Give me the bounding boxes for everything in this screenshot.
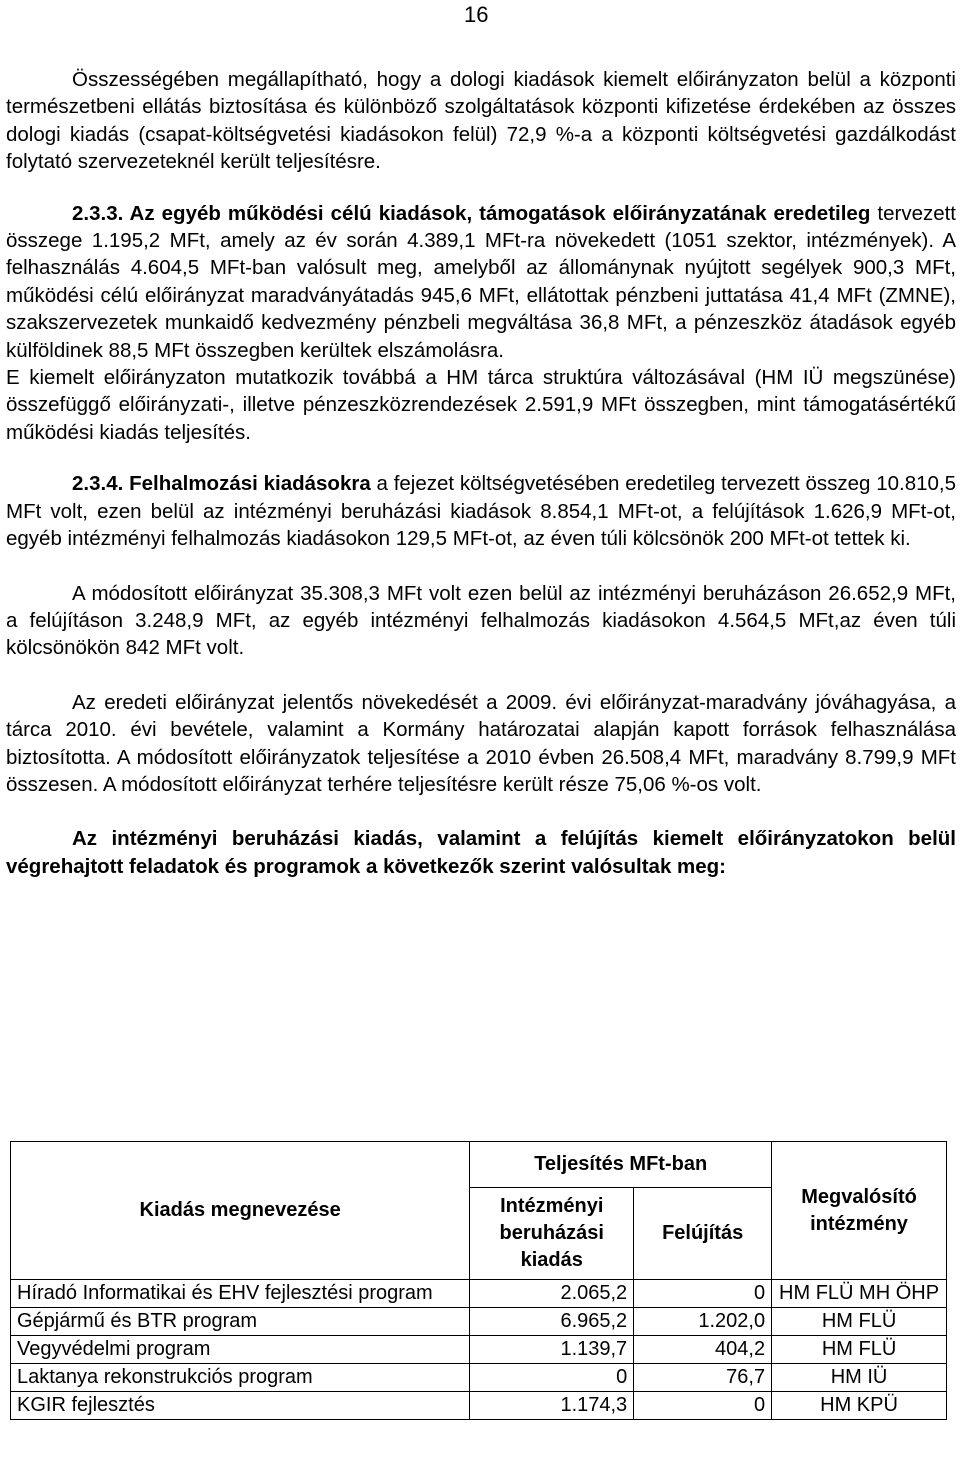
table-row [11, 1308, 947, 1336]
paragraph-4 [6, 470, 956, 552]
paragraph-2 [6, 200, 956, 364]
page-number: 16 [464, 2, 489, 27]
header-renovation: Felújítás [634, 1188, 772, 1280]
row-institution: HM FLÜ [772, 1336, 947, 1364]
row-name: KGIR fejlesztés [11, 1392, 470, 1420]
section-2-3-3-heading: 2.3.3. Az egyéb működési célú kiadások, támogatások előirányzatának eredetileg [72, 201, 871, 225]
row-name: Vegyvédelmi program [11, 1336, 470, 1364]
document-body [6, 66, 956, 880]
row-renovation: 1.202,0 [634, 1308, 772, 1336]
header-institution: Megvalósító intézmény [772, 1142, 947, 1280]
row-institution: HM KPÜ [772, 1392, 947, 1420]
row-name: Laktanya rekonstrukciós program [11, 1364, 470, 1392]
paragraph-7 [6, 825, 956, 880]
table-row [11, 1280, 947, 1308]
row-investment: 2.065,2 [470, 1280, 634, 1308]
table-intro-heading: Az intézményi beruházási kiadás, valamint a felújítás kiemelt előirányzatokon belül végrehajtott feladatok és programok a következők szerint valósultak meg: [6, 827, 956, 878]
row-renovation: 404,2 [634, 1336, 772, 1364]
paragraph-2-text: tervezett összege 1.195,2 MFt, amely az év során 4.389,1 MFt-ra növekedett (1051 szektor, intézmények). A felhasználás 4.604,5 MFt-ban valósult meg, amelyből az állománynak nyújtott segélyek 900,3 MFt, működési célú előirányzat maradványátadás 945,6 MFt, ellátottak pénzbeni juttatása 41,4 MFt (ZMNE), szakszervezetek munkaidő kedvezmény pénzbeli megváltása 36,8 MFt, a pénzeszköz átadások egyéb külföldinek 88,5 MFt összegben kerültek elszámolásra. [6, 201, 957, 362]
row-investment: 1.139,7 [470, 1336, 634, 1364]
paragraph-3: E kiemelt előirányzaton mutatkozik továbbá a HM tárca struktúra változásával (HM IÜ megszünése) összefüggő előirányzati-, illetve pénzeszközrendezések 2.591,9 MFt összegben, mint támogatásértékű működési kiadás teljesítés. [6, 366, 956, 444]
row-institution: HM IÜ [772, 1364, 947, 1392]
row-investment: 0 [470, 1364, 634, 1392]
paragraph-4-text: a fejezet költségvetésében eredetileg tervezett összeg 10.810,5 MFt volt, ezen belül az intézményi beruházási kiadások 8.854,1 MFt-ot, a felújítások 1.626,9 MFt-ot, egyéb intézményi felhalmozás kiadásokon 129,5 MFt-ot, az éven túli kölcsönök 200 MFt-ot tettek ki. [6, 472, 956, 551]
section-2-3-4-heading: 2.3.4. Felhalmozási kiadásokra [72, 472, 371, 496]
table-row [11, 1336, 947, 1364]
row-investment: 6.965,2 [470, 1308, 634, 1336]
row-name: Híradó Informatikai és EHV fejlesztési program [11, 1280, 470, 1308]
row-name: Gépjármű és BTR program [11, 1308, 470, 1336]
table-row [11, 1392, 947, 1420]
header-investment: Intézményi beruházási kiadás [470, 1188, 634, 1280]
row-renovation: 0 [634, 1392, 772, 1420]
row-renovation: 0 [634, 1280, 772, 1308]
header-expense-name: Kiadás megnevezése [11, 1142, 470, 1280]
row-institution: HM FLÜ MH ÖHP [772, 1280, 947, 1308]
paragraph-1: Összességében megállapítható, hogy a dologi kiadások kiemelt előirányzaton belül a központi természetbeni ellátás biztosítása és különböző szolgáltatások központi kifizetése érdekében az összes dologi kiadás (csapat-költségvetési kiadásokon felül) 72,9 %-a a központi költségvetési gazdálkodást folytató szervezeteknél került teljesítésre. [6, 68, 956, 174]
header-performance-group: Teljesítés MFt-ban [470, 1142, 772, 1188]
paragraph-5: A módosított előirányzat 35.308,3 MFt volt ezen belül az intézményi beruházáson 26.652,9 MFt, a felújításon 3.248,9 MFt, az egyéb intézményi felhalmozás kiadásokon 4.564,5 MFt,az éven túli kölcsönökön 842 MFt volt. [6, 581, 956, 660]
investment-table [10, 1141, 947, 1420]
row-institution: HM FLÜ [772, 1308, 947, 1336]
row-investment: 1.174,3 [470, 1392, 634, 1420]
row-renovation: 76,7 [634, 1364, 772, 1392]
paragraph-6: Az eredeti előirányzat jelentős növekedését a 2009. évi előirányzat-maradvány jóváhagyása, a tárca 2010. évi bevétele, valamint a Kormány határozatai alapján kapott források felhasználása biztosította. A módosított előirányzatok teljesítése a 2010 évben 26.508,4 MFt, maradvány 8.799,9 MFt összesen. A módosított előirányzat terhére teljesítésre került része 75,06 %-os volt. [6, 690, 956, 796]
table-row [11, 1364, 947, 1392]
